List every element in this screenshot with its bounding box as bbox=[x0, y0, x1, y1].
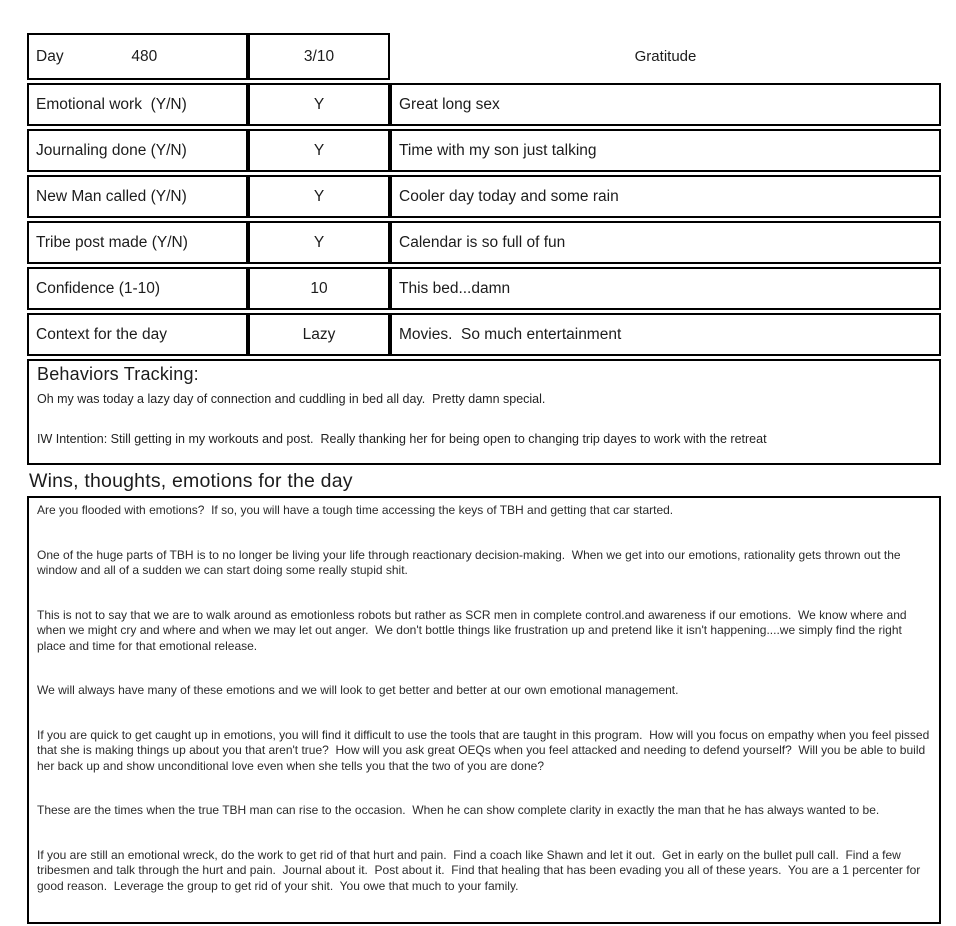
wins-paragraph: If you are still an emotional wreck, do the work to get rid of that hurt and pain. Find a coach like Shawn and let it out. Get in early on the bullet pull call. Find a few tribesmen and talk through the hurt and pain. Journal about it. Post about it. Find that healing that has been evading you all of these years. You are a 1 percenter for good reason. Leverage the group to get rid of your shit. You owe that much to your family. bbox=[37, 847, 924, 893]
row-label: Journaling done (Y/N) bbox=[27, 129, 248, 172]
row-label: New Man called (Y/N) bbox=[27, 175, 248, 218]
row-value[interactable]: Lazy bbox=[248, 313, 390, 356]
score-cell[interactable] bbox=[248, 33, 390, 80]
row-label: Emotional work (Y/N) bbox=[27, 83, 248, 126]
wins-paragraph: We will always have many of these emotions and we will look to get better and better at our own emotional management. bbox=[37, 683, 679, 697]
wins-section-title: Wins, thoughts, emotions for the day bbox=[29, 470, 353, 492]
row-label: Tribe post made (Y/N) bbox=[27, 221, 248, 264]
daily-tracker-table bbox=[27, 33, 941, 356]
row-value[interactable]: Y bbox=[248, 83, 390, 126]
row-value[interactable]: 10 bbox=[248, 267, 390, 310]
day-number: 480 bbox=[131, 47, 158, 65]
gratitude-entry[interactable]: Great long sex bbox=[390, 83, 941, 126]
table-row bbox=[27, 175, 941, 218]
wins-paragraph: This is not to say that we are to walk around as emotionless robots but rather as SCR men in complete control.and awareness if our emotions. We know where and when we might cry and where and when we may let out anger. We don't bottle things like frustration up and pretend like it isn't happening....we simply find the right place and time for that emotional release. bbox=[37, 607, 910, 653]
day-cell[interactable] bbox=[27, 33, 248, 80]
gratitude-entry[interactable]: Movies. So much entertainment bbox=[390, 313, 941, 356]
wins-paragraph: Are you flooded with emotions? If so, you will have a tough time accessing the keys of TBH and getting that car started. bbox=[37, 503, 674, 517]
row-label: Context for the day bbox=[27, 313, 248, 356]
behaviors-tracking-title: Behaviors Tracking: bbox=[37, 364, 199, 384]
wins-paragraph: If you are quick to get caught up in emotions, you will find it difficult to use the tools that are taught in this program. How will you focus on empathy when you feel pissed that she is making things up about you that aren't true? How will you ask great OEQs when you feel attacked and needing to defend yourself? Will you be able to build her back up and show unconditional love even when she tells you that the two of you are done? bbox=[37, 727, 933, 773]
behaviors-note: Oh my was today a lazy day of connection and cuddling in bed all day. Pretty damn special. bbox=[37, 392, 546, 406]
gratitude-entry[interactable]: Time with my son just talking bbox=[390, 129, 941, 172]
wins-paragraph: One of the huge parts of TBH is to no longer be living your life through reactionary decision-making. When we get into our emotions, rationality gets thrown out the window and all of a sudden we can start doing some really stupid shit. bbox=[37, 547, 904, 577]
row-value[interactable]: Y bbox=[248, 175, 390, 218]
gratitude-entry[interactable]: Calendar is so full of fun bbox=[390, 221, 941, 264]
behaviors-note: IW Intention: Still getting in my workouts and post. Really thanking her for being open to changing trip dayes to work with the retreat bbox=[37, 432, 767, 446]
gratitude-column-header: Gratitude bbox=[390, 33, 941, 80]
table-row bbox=[27, 221, 941, 264]
row-value[interactable]: Y bbox=[248, 221, 390, 264]
row-label: Confidence (1-10) bbox=[27, 267, 248, 310]
score-value: 3/10 bbox=[303, 47, 335, 65]
row-value[interactable]: Y bbox=[248, 129, 390, 172]
behaviors-tracking-box[interactable] bbox=[27, 359, 941, 465]
gratitude-entry[interactable]: This bed...damn bbox=[390, 267, 941, 310]
tracker-header-row bbox=[27, 33, 941, 80]
table-row bbox=[27, 267, 941, 310]
wins-paragraph: These are the times when the true TBH man can rise to the occasion. When he can show complete clarity in exactly the man that he has always wanted to be. bbox=[37, 803, 880, 817]
table-row bbox=[27, 313, 941, 356]
table-row bbox=[27, 83, 941, 126]
table-row bbox=[27, 129, 941, 172]
day-label: Day bbox=[36, 47, 64, 65]
wins-text-area[interactable] bbox=[27, 496, 941, 924]
gratitude-entry[interactable]: Cooler day today and some rain bbox=[390, 175, 941, 218]
